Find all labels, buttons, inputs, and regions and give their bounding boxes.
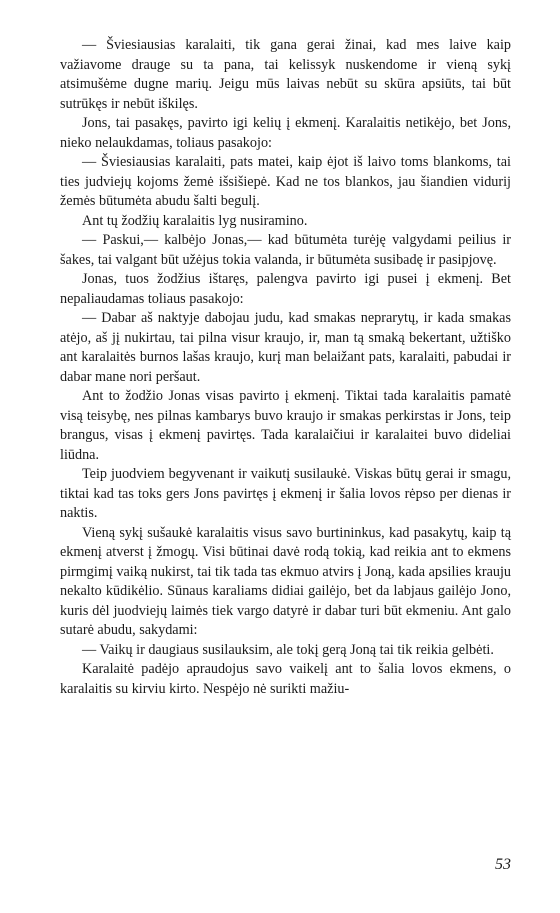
page-number: 53 (495, 856, 511, 873)
paragraph: — Šviesiausias karalaiti, pats matei, kaip ėjot iš laivo toms blankoms, tai ties judviejų kojoms žemė išsišiepė. Kad ne tos blankos, jau šiandien vidurij žemės būtumėta abudu šalti begulį. (60, 154, 511, 209)
paragraph: Vieną sykį sušaukė karalaitis visus savo burtininkus, kad pasakytų, kaip tą ekmenį atverst į žmogų. Visi būtinai davė rodą tokią, kad reikia ant to ekmens pirmgimį vaiką nukirst, tai tik tada tas ekmuo atvirs į Joną, kada apsilies krauju nekalto kūdikėlio. Sūnaus karaliams didiai gailėjo, bet da labjaus gailėjo Jono, kuris dėl juodviejų laimės tiek vargo datyrė ir dabar turi būt ekmeniu. Ant galo sutarė abudu, sakydami: (60, 524, 511, 638)
paragraph: Karalaitė padėjo apraudojus savo vaikelį ant to šalia lovos ekmens, o karalaitis su kirviu kirto. Nespėjo nė surikti mažiu- (60, 661, 511, 697)
page-body (60, 36, 511, 699)
paragraph: Jonas, tuos žodžius ištaręs, palengva pavirto igi pusei į ekmenį. Bet nepaliaudamas toliaus pasakojo: (60, 271, 511, 307)
paragraph: — Paskui,— kalbėjo Jonas,— kad būtumėta turėję valgydami peilius ir šakes, tai valgant būt užėjus tokia valanda, ir būtumėta susibadę ir pasipjovę. (60, 232, 511, 268)
paragraph: — Vaikų ir daugiaus susilauksim, ale tokį gerą Joną tai tik reikia gelbėti. (82, 641, 494, 658)
paragraph: Ant to žodžio Jonas visas pavirto į ekmenį. Tiktai tada karalaitis pamatė visą teisybę, nes pilnas kambarys buvo kraujo ir smakas perkirstas ir Jons, teip brangus, visas į ekmenį pavirtęs. Tada karalaičiui ir karalaitei buvo dideliai liūdna. (60, 388, 511, 463)
paragraph: Teip juodviem begyvenant ir vaikutį susilaukė. Viskas būtų gerai ir smagu, tiktai kad tas toks gers Jons pavirtęs į ekmenį ir šalia lovos rėpso per dienas ir naktis. (60, 466, 511, 521)
paragraph: — Dabar aš naktyje dabojau judu, kad smakas neprarytų, ir kada smakas atėjo, aš jį nukirtau, tai pilna visur kraujo, ir, man tą smaką bekertant, užtiško ant karalaitės burnos lašas kraujo, kurį man belaižant pats, karalaiti, pabudai ir dabar mane nori peršaut. (60, 310, 511, 385)
paragraph: Jons, tai pasakęs, pavirto igi kelių į ekmenį. Karalaitis netikėjo, bet Jons, nieko nelaukdamas, toliaus pasakojo: (60, 115, 511, 151)
paragraph: — Šviesiausias karalaiti, tik gana gerai žinai, kad mes laive kaip važiavome drauge su ta pana, tai kelissyk nuskendome ir vieną sykį atsimušėme dugne marių. Jeigu mūs laivas nebūt su skūra apsiūts, tai būt sutrūkęs ir nebūt iškilęs. (60, 37, 511, 112)
paragraph: Ant tų žodžių karalaitis lyg nusiramino. (82, 212, 308, 229)
